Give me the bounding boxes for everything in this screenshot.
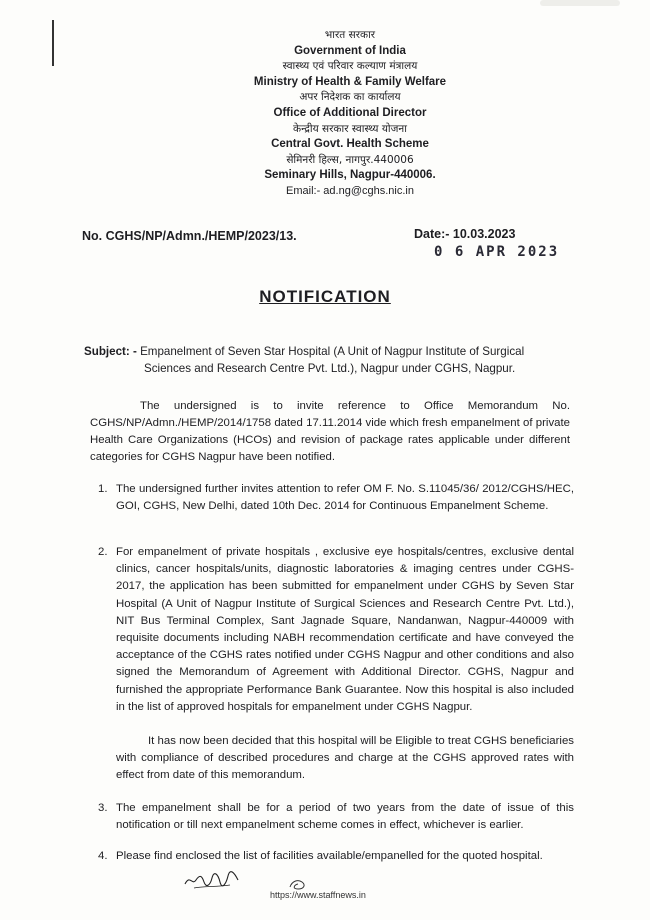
- address: Seminary Hills, Nagpur-440006.: [264, 169, 436, 182]
- list-item: [98, 544, 574, 716]
- decision-paragraph: It has now been decided that this hospital will be Eligible to treat CGHS beneficiaries with compliance of described procedures and charge at the CGHS approved rates with effect from date of this memorandum.: [116, 735, 574, 781]
- list-item-text: The empanelment shall be for a period of two years from the date of issue of this notification or till next empanelment scheme comes in effect, whichever is earlier.: [116, 802, 574, 832]
- list-item-text: The undersigned further invites attention to refer OM F. No. S.11045/36/ 2012/CGHS/HEC, GOI, CGHS, New Delhi, dated 10th Dec. 2014 for Continuous Empanelment Scheme.: [116, 483, 574, 513]
- margin-mark: [52, 20, 54, 66]
- list-item-number: 2.: [98, 546, 108, 558]
- list-item-number: 4.: [98, 850, 108, 862]
- hindi-country: भारत सरकार: [324, 29, 376, 41]
- list-item: [98, 800, 574, 834]
- subject-label: Subject: -: [84, 345, 137, 358]
- reference-number: No. CGHS/NP/Admn./HEMP/2023/13.: [82, 229, 297, 243]
- email: Email:- ad.ng@cghs.nic.in: [286, 184, 414, 197]
- letterhead: [160, 28, 540, 200]
- office: Office of Additional Director: [273, 106, 427, 119]
- subject-line-1: Empanelment of Seven Star Hospital (A Unit of Nagpur Institute of Surgical: [140, 345, 525, 358]
- handwritten-signature: [182, 866, 242, 892]
- hindi-office: अपर निदेशक का कार्यालय: [299, 91, 401, 104]
- hindi-ministry: स्वास्थ्य एवं परिवार कल्याण मंत्रालय: [282, 60, 418, 73]
- intro-paragraph: The undersigned is to invite reference to Office Memorandum No. CGHS/NP/Admn./HEMP/2014/1758 dated 17.11.2014 vide which fresh empanelment of private Health Care Organizations (HCOs) and revision of package rates applicable under different categories for CGHS Nagpur have been notified.: [90, 400, 570, 463]
- scan-smudge: [540, 0, 620, 6]
- hindi-address: सेमिनरी हिल्स, नागपुर.440006: [286, 153, 414, 166]
- list-item-text: Please find enclosed the list of facilities available/empanelled for the quoted hospital.: [116, 850, 543, 862]
- hindi-scheme: केन्द्रीय सरकार स्वास्थ्य योजना: [293, 122, 407, 135]
- list-item-number: 1.: [98, 483, 108, 495]
- received-stamp-date: 0 6 APR 2023: [434, 244, 560, 260]
- list-item: [98, 848, 574, 865]
- list-item-number: 3.: [98, 802, 108, 814]
- list-item-text: For empanelment of private hospitals , exclusive eye hospitals/centres, exclusive dental clinics, cancer hospitals/units, diagnostic laboratories & imaging centres under CGHS-2017, the application has been submitted for empanelment under CGHS by Seven Star Hospital (A Unit of Nagpur Institute of Surgical Sciences and Research Centre Pvt. Ltd.), NIT Bus Terminal Complex, Sant Jagnade Square, Nandanwan, Nagpur-440009 with requisite documents including NABH recommendation certificate and have conveyed the acceptance of the CGHS rates notified under CGHS Nagpur and other conditions and also signed the Memorandum of Agreement with Additional Director. CGHS, Nagpur and furnished the appropriate Performance Bank Guarantee. Now this hospital is also included in the list of approved hospitals for empanelment under CGHS Nagpur.: [116, 546, 574, 713]
- subject: [84, 343, 574, 377]
- page-title: NOTIFICATION: [259, 287, 391, 306]
- country: Government of India: [294, 44, 406, 57]
- scheme: Central Govt. Health Scheme: [271, 138, 429, 151]
- subject-line-2: Sciences and Research Centre Pvt. Ltd.), Nagpur under CGHS, Nagpur.: [144, 362, 516, 375]
- reference-date: Date:- 10.03.2023: [414, 227, 516, 241]
- ministry: Ministry of Health & Family Welfare: [253, 75, 447, 88]
- list-item: [98, 481, 574, 515]
- footer-url[interactable]: https://www.staffnews.in: [270, 890, 366, 900]
